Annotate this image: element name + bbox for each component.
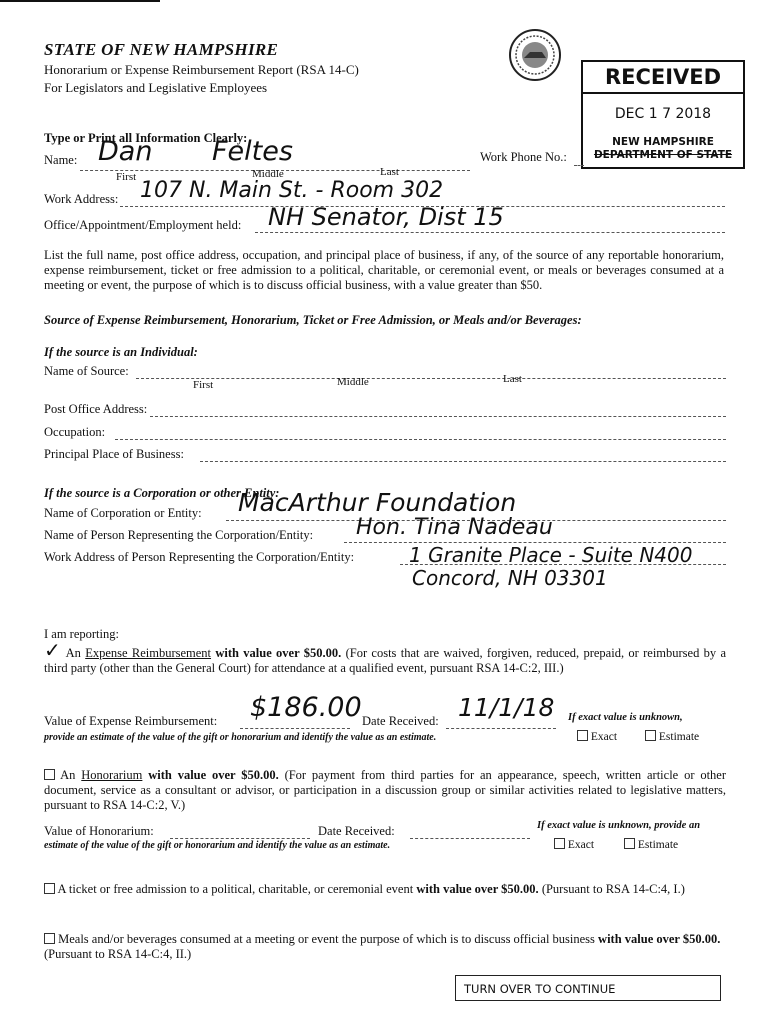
estimate-label: Estimate [658, 731, 700, 743]
rep-name-label: Name of Person Representing the Corporation/Entity: [44, 528, 314, 542]
expense-paragraph [44, 638, 727, 676]
exact-checkbox-icon[interactable] [577, 730, 588, 741]
source-middle-caption: Middle [337, 376, 369, 388]
expense-estimate-option[interactable] [645, 730, 699, 743]
address-value[interactable]: 107 N. Main St. - Room 302 [140, 178, 444, 203]
expense-value-line [240, 728, 350, 729]
po-address-line [150, 416, 726, 417]
honorarium-value-label: Value of Honorarium: [44, 824, 154, 838]
meals-text: Meals and/or beverages consumed at a meeting or event the purpose of which is to discuss official business [58, 932, 595, 946]
stamp-received: RECEIVED [583, 62, 743, 94]
state-seal-icon [508, 28, 562, 82]
corporation-name-label: Name of Corporation or Entity: [44, 506, 202, 520]
office-label: Office/Appointment/Employment held: [44, 218, 242, 232]
expense-exact-option[interactable] [577, 730, 617, 743]
meals-paragraph [44, 932, 726, 962]
source-name-line [136, 378, 726, 379]
po-address-label: Post Office Address: [44, 402, 148, 416]
address-label: Work Address: [44, 192, 119, 206]
top-rule [0, 0, 160, 2]
form-subtitle: For Legislators and Legislative Employees [44, 80, 268, 95]
turn-over-box [455, 975, 721, 1001]
first-caption: First [116, 171, 137, 183]
honorarium-term: Honorarium [81, 768, 143, 782]
estimate-checkbox-icon[interactable] [645, 730, 656, 741]
expense-term: Expense Reimbursement [85, 646, 212, 660]
honorarium-text: (For payment from third parties for an appearance, speech, written article or other document, service as a consultant or advisor, or participation in a discussion group or similar activities related to legislative matters, pursuant to RSA 14-C:2, V.) [44, 768, 727, 812]
honorarium-bold: with value over $50.00. [148, 768, 279, 782]
stamp-dept2: DEPARTMENT OF STATE [593, 149, 733, 161]
last-caption: Last [380, 166, 399, 178]
meals-checkbox-icon[interactable] [44, 933, 55, 944]
ticket-tail: (Pursuant to RSA 14-C:4, I.) [541, 882, 685, 896]
honorarium-paragraph [44, 768, 726, 813]
expense-text: (For costs that are waived, forgiven, reduced, prepaid, or reimbursed by a third party (other than the General Court) for attendance at a qualified event, pursuant RSA 14-C:2, III.) [44, 646, 727, 675]
middle-caption: Middle [252, 168, 284, 180]
meals-tail: (Pursuant to RSA 14-C:4, II.) [44, 947, 192, 961]
expense-unknown-note: If exact value is unknown, [568, 712, 683, 723]
ticket-checkbox-icon[interactable] [44, 883, 55, 894]
honorarium-estimate-label: Estimate [637, 839, 679, 851]
honorarium-lead: An [60, 768, 76, 782]
expense-estimate-note: provide an estimate of the value of the gift or honorarium and identify the value as an estimate. [44, 732, 437, 743]
business-label: Principal Place of Business: [44, 447, 184, 461]
expense-lead: An [65, 646, 81, 660]
meals-bold: with value over $50.00. [598, 932, 721, 946]
source-first-caption: First [193, 379, 214, 391]
honorarium-unknown-note: If exact value is unknown, provide an [537, 820, 701, 831]
stamp-date: DEC 1 7 2018 [614, 106, 712, 122]
ticket-bold: with value over $50.00. [416, 882, 539, 896]
honorarium-estimate-option[interactable] [624, 838, 678, 851]
honorarium-checkbox-icon[interactable] [44, 769, 55, 780]
expense-bold: with value over $50.00. [215, 646, 342, 660]
individual-heading: If the source is an Individual: [44, 345, 198, 359]
turn-over-label: TURN OVER TO CONTINUE [464, 982, 616, 996]
rep-address-value2[interactable]: Concord, NH 03301 [412, 566, 608, 590]
source-heading: Source of Expense Reimbursement, Honorarium, Ticket or Free Admission, or Meals and/or Beverages: [44, 313, 582, 327]
state-title: STATE OF NEW HAMPSHIRE [44, 40, 279, 59]
occupation-line [115, 439, 726, 440]
occupation-label: Occupation: [44, 425, 106, 439]
expense-date-line [446, 728, 556, 729]
received-stamp [581, 60, 745, 169]
stamp-dept1: NEW HAMPSHIRE [612, 136, 714, 148]
expense-date-label: Date Received: [362, 714, 439, 728]
honorarium-exact-label: Exact [567, 839, 595, 851]
expense-value-label: Value of Expense Reimbursement: [44, 714, 218, 728]
honorarium-value-line [170, 838, 310, 839]
source-name-label: Name of Source: [44, 364, 129, 378]
source-last-caption: Last [503, 373, 522, 385]
instructions-paragraph: List the full name, post office address, occupation, and principal place of business, if any, of the source of any reportable honorarium, expense reimbursement, ticket or free admission to a political, charitable, or ceremonial event, or meals or beverages consumed at a meeting or event, the purpose of which is to discuss official business, with a value greater than $50. [44, 248, 724, 292]
honorarium-exact-checkbox-icon[interactable] [554, 838, 565, 849]
phone-line [574, 165, 584, 166]
expense-checkmark-icon[interactable]: ✓ [44, 638, 62, 662]
ticket-paragraph [44, 882, 726, 897]
corporation-heading: If the source is a Corporation or other Entity: [44, 486, 280, 500]
rep-address-value1[interactable]: 1 Granite Place - Suite N400 [409, 543, 693, 567]
honorarium-date-line [410, 838, 530, 839]
business-line [200, 461, 726, 462]
honorarium-date-label: Date Received: [318, 824, 395, 838]
phone-label: Work Phone No.: [480, 150, 567, 164]
exact-label: Exact [590, 731, 618, 743]
rep-name-value[interactable]: Hon. Tina Nadeau [356, 515, 553, 540]
rep-address-label: Work Address of Person Representing the Corporation/Entity: [44, 550, 355, 564]
honorarium-exact-option[interactable] [554, 838, 594, 851]
office-line [255, 232, 725, 233]
reporting-intro: I am reporting: [44, 627, 119, 641]
name-first-value[interactable]: Dan [98, 136, 153, 167]
expense-value[interactable]: $186.00 [250, 692, 362, 723]
office-value[interactable]: NH Senator, Dist 15 [268, 203, 504, 231]
corporation-name-value[interactable]: MacArthur Foundation [238, 488, 517, 517]
form-title: Honorarium or Expense Reimbursement Report (RSA 14-C) [44, 62, 359, 77]
honorarium-estimate-checkbox-icon[interactable] [624, 838, 635, 849]
print-instruction: Type or Print all Information Clearly: [44, 131, 248, 145]
name-last-value[interactable]: Feltes [212, 136, 293, 167]
expense-date-value[interactable]: 11/1/18 [458, 693, 555, 722]
ticket-text: A ticket or free admission to a political, charitable, or ceremonial event [57, 882, 414, 896]
honorarium-estimate-note: estimate of the value of the gift or honorarium and identify the value as an estimate. [44, 840, 391, 851]
name-label: Name: [44, 153, 78, 167]
